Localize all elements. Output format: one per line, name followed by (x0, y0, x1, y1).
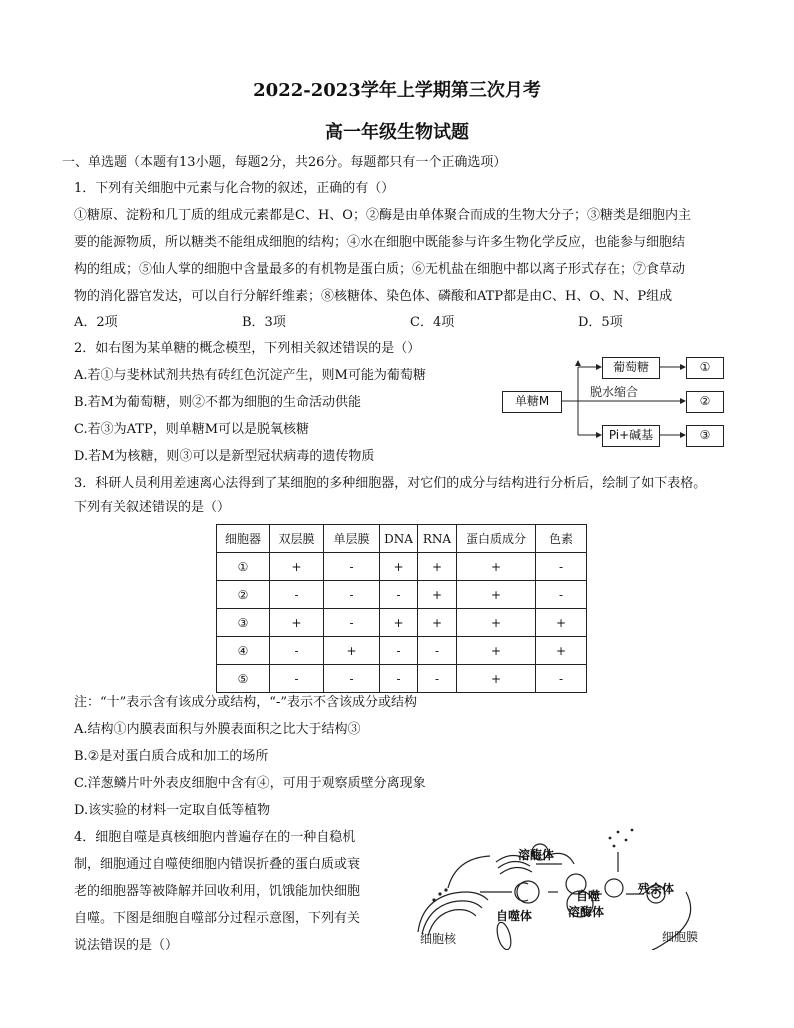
table-cell: - (270, 581, 324, 609)
flow-arrow (448, 856, 490, 888)
q1-body-line: 物的消化器官发达，可以自行分解纤维素；⑧核糖体、染色体、磷酸和ATP都是由C、H、O、N、P组成 (74, 289, 673, 304)
table-cell: + (457, 581, 536, 609)
released-dot (617, 831, 620, 834)
ribosome-dot (438, 892, 441, 895)
q4-text-line: 自噬。下图是细胞自噬部分过程示意图，下列有关 (74, 911, 361, 926)
q1-stem: 1．下列有关细胞中元素与化合物的叙述，正确的有（） (74, 181, 395, 196)
table-cell: - (380, 581, 418, 609)
table-cell: + (270, 609, 324, 637)
table-header-cell: DNA (380, 525, 418, 553)
table-cell: + (536, 609, 587, 637)
mitochondrion-icon (495, 921, 514, 950)
table-header-row (217, 525, 587, 553)
diagram-middle-label: 脱水缩合 (590, 385, 639, 399)
table-header-cell: 双层膜 (270, 525, 324, 553)
exam-title: 2022-2023学年上学期第三次月考 (253, 80, 541, 101)
q4-text-line: 老的细胞器等被降解并回收利用，饥饿能加快细胞 (74, 884, 361, 899)
table-cell: + (457, 637, 536, 665)
table-row (217, 665, 587, 693)
table-header-cell: 色素 (536, 525, 587, 553)
q4-text-line: 4．细胞自噬是真核细胞内普遍存在的一种自稳机 (74, 830, 356, 845)
table-row (217, 581, 587, 609)
q2-option-c: C.若③为ATP，则单糖M可以是脱氧核糖 (74, 422, 310, 437)
table-cell: ④ (217, 637, 270, 665)
table-cell: + (457, 609, 536, 637)
table-cell: - (418, 637, 457, 665)
ribosome-dot (444, 888, 447, 891)
ribosome-dot (432, 898, 435, 901)
autophagosome-icon (517, 881, 539, 903)
released-dot (625, 839, 628, 842)
q1-option-a: A．2项 (74, 315, 118, 330)
figure-label-nucleus: 细胞核 (420, 932, 457, 946)
table-cell: ② (217, 581, 270, 609)
q4-text-line: 制，细胞通过自噬使细胞内错误折叠的蛋白质或衰 (74, 857, 361, 872)
diagram-output-3: ③ (686, 425, 724, 447)
section-heading: 一、单选题（本题有13小题，每题2分，共26分。每题都只有一个正确选项） (62, 155, 507, 170)
table-cell: + (457, 665, 536, 693)
table-cell: - (380, 665, 418, 693)
diagram-source-box: 单糖M (502, 391, 562, 413)
released-dot (609, 837, 612, 840)
table-cell: + (324, 637, 380, 665)
q3-option-a: A.结构①内膜表面积与外膜表面积之比大于结构③ (74, 722, 361, 737)
table-cell: + (418, 609, 457, 637)
q3-table-note: 注：“十”表示含有该成分或结构，“-”表示不含该成分或结构 (74, 695, 417, 710)
table-cell: - (270, 665, 324, 693)
table-header-cell: RNA (418, 525, 457, 553)
figure-label-autolysosome-1: 自噬 (576, 889, 601, 903)
q2-option-b: B.若M为葡萄糖，则②不都为细胞的生命活动供能 (74, 395, 361, 410)
released-dot (613, 845, 616, 848)
table-cell: ③ (217, 609, 270, 637)
exam-subtitle: 高一年级生物试题 (325, 122, 469, 143)
q2-stem: 2．如右图为某单糖的概念模型，下列相关叙述错误的是（） (74, 341, 421, 356)
diagram-output-1: ① (686, 357, 724, 379)
released-dot (631, 829, 634, 832)
table-row (217, 553, 587, 581)
table-cell: - (536, 553, 587, 581)
table-header-cell: 细胞器 (217, 525, 270, 553)
table-cell: + (380, 609, 418, 637)
table-header-cell: 单层膜 (324, 525, 380, 553)
table-cell: + (380, 553, 418, 581)
q2-option-d: D.若M为核糖，则③可以是新型冠状病毒的遗传物质 (74, 449, 375, 464)
q3-option-d: D.该实验的材料一定取自低等植物 (74, 803, 271, 818)
q1-option-c: C．4项 (410, 315, 455, 330)
table-cell: - (536, 665, 587, 693)
table-cell: + (418, 581, 457, 609)
table-cell: + (457, 553, 536, 581)
q1-option-b: B．3项 (242, 315, 286, 330)
q3-stem-line1: 3．科研人员利用差速离心法得到了某细胞的多种细胞器，对它们的成分与结构进行分析后，绘制了如下表格。 (74, 476, 707, 491)
table-cell: - (380, 637, 418, 665)
diagram-top-box: 葡萄糖 (602, 357, 660, 379)
q3-option-c: C.洋葱鳞片叶外表皮细胞中含有④，可用于观察质壁分离现象 (74, 776, 426, 791)
q1-option-d: D．5项 (578, 315, 623, 330)
figure-label-autolysosome-2: 溶酶体 (568, 905, 605, 919)
table-cell: - (324, 609, 380, 637)
q3-stem-line2: 下列有关叙述错误的是（） (74, 500, 231, 515)
table-cell: - (324, 665, 380, 693)
table-cell: + (418, 553, 457, 581)
q1-body-line: ①糖原、淀粉和几丁质的组成元素都是C、H、O；②酶是由单体聚合而成的生物大分子；③糖类是细胞内主 (74, 208, 691, 223)
q1-body-line: 要的能源物质，所以糖类不能组成细胞的结构；④水在细胞中既能参与许多生物化学反应，也能参与细胞结 (74, 235, 686, 250)
table-cell: - (324, 581, 380, 609)
figure-label-lysosome: 溶酶体 (518, 848, 555, 862)
figure-label-autophagosome: 自噬体 (496, 909, 533, 923)
table-cell: - (536, 581, 587, 609)
table-header-cell: 蛋白质成分 (457, 525, 536, 553)
diagram-output-2: ② (686, 391, 724, 413)
q2-option-a: A.若①与斐林试剂共热有砖红色沉淀产生，则M可能为葡萄糖 (74, 368, 426, 383)
table-row (217, 609, 587, 637)
q4-text-line: 说法错误的是（） (74, 938, 179, 953)
table-cell: + (536, 637, 587, 665)
nucleus-envelope (418, 892, 488, 932)
organelle-table (216, 524, 587, 693)
golgi-stack (500, 867, 532, 874)
q1-body-line: 构的组成；⑤仙人掌的细胞中含量最多的有机物是蛋白质；⑥无机盐在细胞中都以离子形式存在；⑦食草动 (74, 262, 686, 277)
figure-label-residual-body: 残余体 (638, 882, 675, 896)
table-cell: - (418, 665, 457, 693)
arrow-head (575, 360, 581, 366)
q3-option-b: B.②是对蛋白质合成和加工的场所 (74, 749, 269, 764)
table-cell: + (270, 553, 324, 581)
diagram-bottom-box: Pi+碱基 (602, 425, 660, 447)
table-cell: ⑤ (217, 665, 270, 693)
digesting-vesicle-icon (605, 879, 623, 897)
table-row (217, 637, 587, 665)
table-cell: - (324, 553, 380, 581)
table-cell: ① (217, 553, 270, 581)
table-cell: - (270, 637, 324, 665)
figure-label-cell-membrane: 细胞膜 (662, 930, 699, 944)
